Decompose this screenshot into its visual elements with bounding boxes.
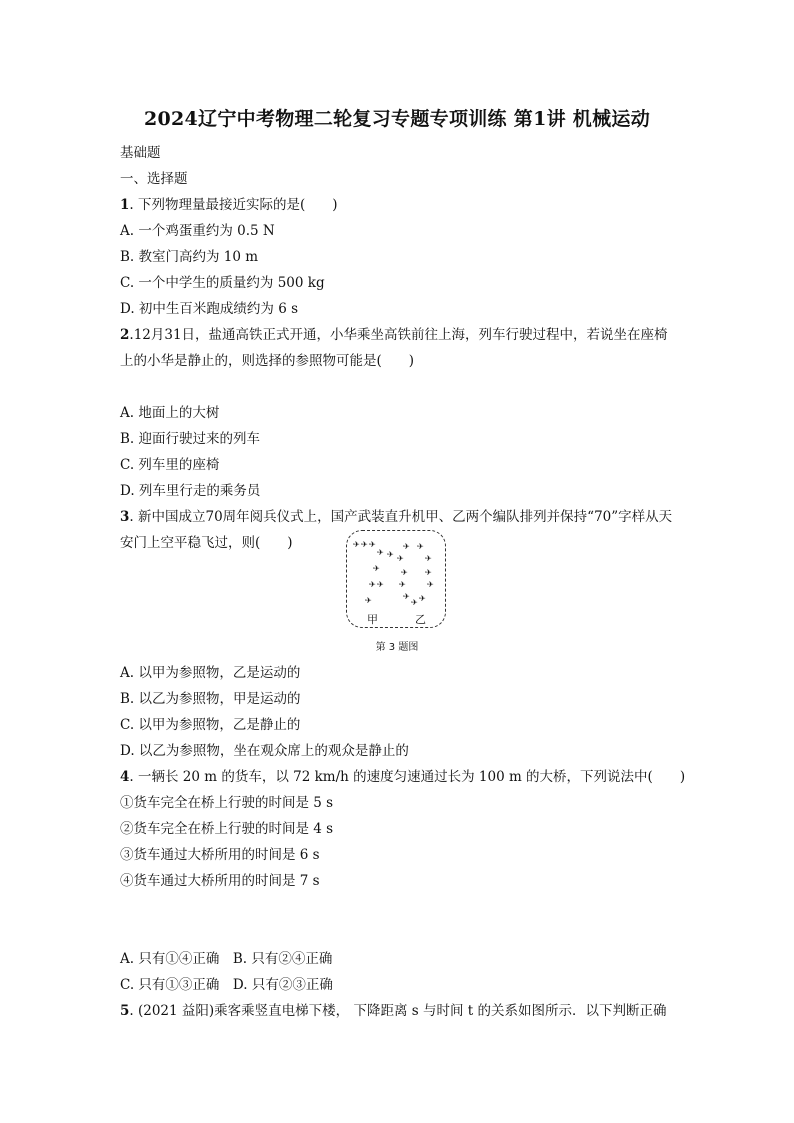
- q1-option-d: D. 初中生百米跑成绩约为 6 s: [120, 301, 299, 317]
- q4-options-row-2: C. 只有①③正确 D. 只有②③正确: [120, 977, 333, 993]
- helicopter-icon: ✈: [369, 540, 376, 549]
- q2-option-b: B. 迎面行驶过来的列车: [120, 431, 261, 447]
- q1-option-a: A. 一个鸡蛋重约为 0.5 N: [120, 223, 275, 239]
- helicopter-icon: ✈: [401, 568, 408, 577]
- question-stem: . 新中国成立70周年阅兵仪式上，国产武装直升机甲、乙两个编队排列并保持“70”字样从天安门上空平稳飞过，则( ): [120, 509, 673, 551]
- helicopter-icon: ✈: [403, 542, 410, 551]
- helicopter-icon: ✈: [411, 598, 418, 607]
- question-stem: . 下列物理量最接近实际的是( ): [129, 197, 338, 213]
- q4-statement-3: ③货车通过大桥所用的时间是 6 s: [120, 847, 320, 863]
- q3-option-a: A. 以甲为参照物，乙是运动的: [120, 665, 301, 681]
- q1-option-c: C. 一个中学生的质量约为 500 kg: [120, 275, 325, 291]
- q3-option-c: C. 以甲为参照物，乙是静止的: [120, 717, 301, 733]
- subsection-heading: 一、选择题: [120, 171, 188, 187]
- q4-statement-4: ④货车通过大桥所用的时间是 7 s: [120, 873, 320, 889]
- helicopter-icon: ✈: [387, 550, 394, 559]
- helicopter-icon: ✈: [427, 580, 434, 589]
- question-stem: . 一辆长 20 m 的货车，以 72 km/h 的速度匀速通过长为 100 m 的大桥，下列说法中( ): [129, 769, 686, 785]
- q2-option-d: D. 列车里行走的乘务员: [120, 483, 261, 499]
- helicopter-icon: ✈: [365, 596, 372, 605]
- helicopter-icon: ✈: [369, 580, 376, 589]
- question-stem: .12月31日，盐通高铁正式开通，小华乘坐高铁前往上海，列车行驶过程中，若说坐在座椅上的小华是静止的，则选择的参照物可能是( ): [120, 327, 668, 369]
- page-title: 2024辽宁中考物理二轮复习专题专项训练 第1讲 机械运动: [143, 108, 651, 130]
- helicopter-icon: ✈: [425, 554, 432, 563]
- q4-statement-2: ②货车完全在桥上行驶的时间是 4 s: [120, 821, 334, 837]
- q3-option-b: B. 以乙为参照物，甲是运动的: [120, 691, 301, 707]
- q4-options-row-1: A. 只有①④正确 B. 只有②④正确: [120, 951, 333, 967]
- figure-caption: 第 3 题图: [375, 642, 419, 653]
- question-number: 2: [120, 327, 130, 343]
- helicopter-icon: ✈: [377, 580, 384, 589]
- q2-option-a: A. 地面上的大树: [120, 405, 220, 421]
- question-number: 3: [120, 509, 130, 525]
- question-4: [120, 768, 686, 786]
- question-2: [120, 322, 680, 374]
- q1-option-b: B. 教室门高约为 10 m: [120, 249, 259, 265]
- helicopter-icon: ✈: [377, 548, 384, 557]
- helicopter-icon: ✈: [419, 594, 426, 603]
- helicopter-icon: ✈: [361, 540, 368, 549]
- helicopter-icon: ✈: [403, 592, 410, 601]
- section-heading: 基础题: [120, 145, 161, 161]
- helicopter-icon: ✈: [397, 554, 404, 563]
- helicopter-icon: ✈: [373, 564, 380, 573]
- question-number: 4: [120, 769, 130, 785]
- helicopter-formation-figure: [346, 530, 446, 628]
- helicopter-icon: ✈: [353, 540, 360, 549]
- question-stem: . (2021 益阳)乘客乘竖直电梯下楼， 下降距离 s 与时间 t 的关系如图所示．以下判断正确: [129, 1003, 667, 1019]
- question-number: 1: [120, 197, 130, 213]
- q4-statement-1: ①货车完全在桥上行驶的时间是 5 s: [120, 795, 334, 811]
- question-5: [120, 1002, 680, 1020]
- helicopter-icon: ✈: [399, 580, 406, 589]
- helicopter-icon: ✈: [417, 542, 424, 551]
- question-1: [120, 196, 680, 214]
- question-number: 5: [120, 1003, 130, 1019]
- q2-option-c: C. 列车里的座椅: [120, 457, 220, 473]
- label-yi: 乙: [415, 613, 426, 626]
- helicopter-icon: ✈: [425, 568, 432, 577]
- label-jia: 甲: [367, 613, 378, 626]
- q3-option-d: D. 以乙为参照物，坐在观众席上的观众是静止的: [120, 743, 409, 759]
